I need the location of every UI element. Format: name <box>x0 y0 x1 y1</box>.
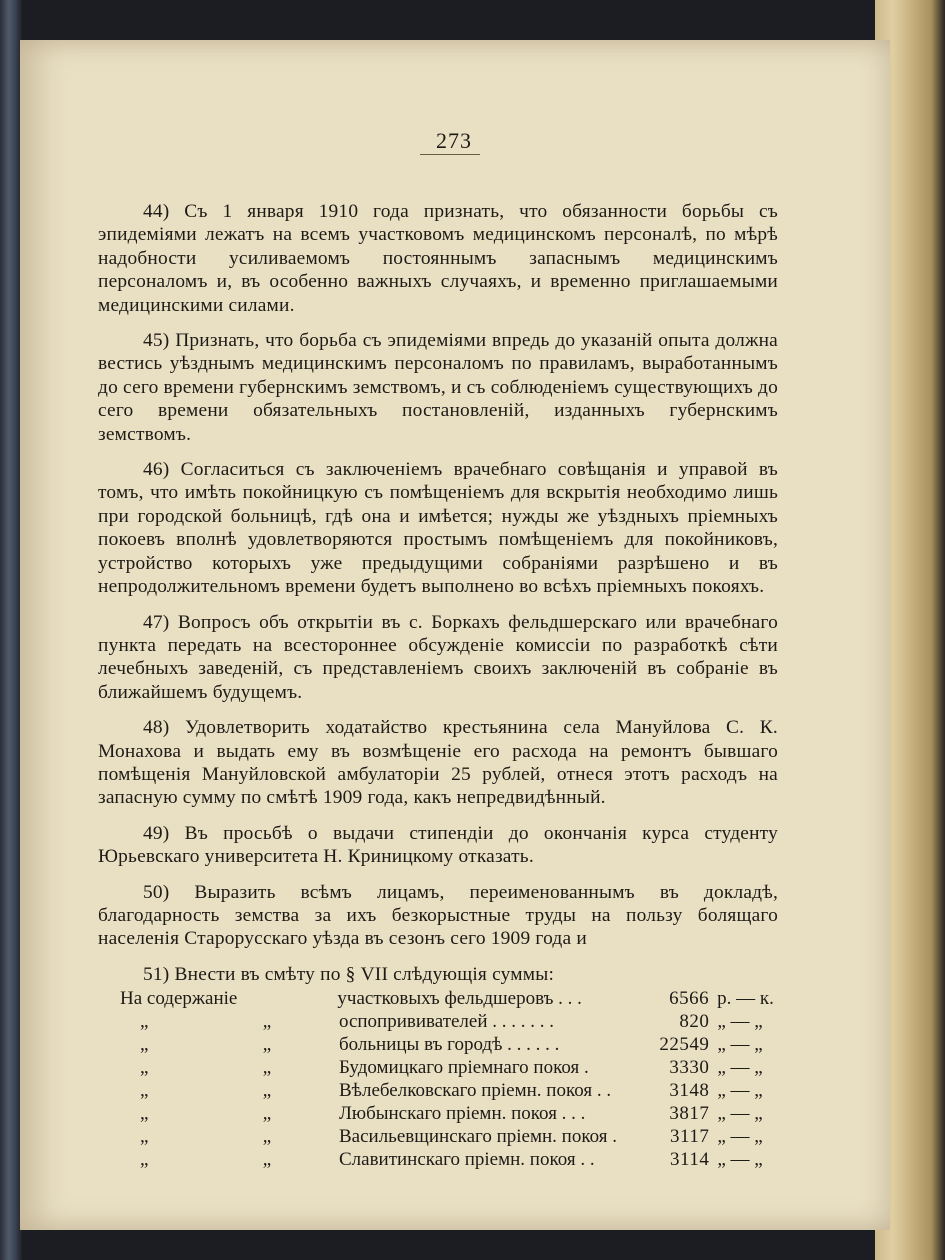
row-units: „ — „ <box>717 1011 763 1032</box>
row-label: На содержаніе <box>120 988 238 1009</box>
row-item: участковыхъ фельдшеровъ . . . <box>337 988 582 1009</box>
paragraph-44: 44) Съ 1 января 1910 года признать, что обязанности борьбы съ эпидеміями лежатъ на всемъ участковомъ медицинскомъ персоналѣ, по мѣрѣ надобности усиливаемомъ постояннымъ запаснымъ медицинскимъ персоналомъ и, въ особенно важныхъ случаяхъ, и временно приглашаемыми медицинскими силами. <box>98 201 778 316</box>
row-units: „ — „ <box>717 1126 763 1147</box>
table-row <box>120 1034 790 1057</box>
page-number-underline <box>420 154 480 155</box>
paragraph-49: 49) Въ просьбѣ о выдачи стипендіи до окончанія курса студенту Юрьевскаго университета Н. Криницкому отказать. <box>98 822 778 868</box>
row-units: „ — „ <box>717 1103 763 1124</box>
paragraph-50: 50) Выразить всѣмъ лицамъ, переименованнымъ въ докладѣ, благодарность земства за ихъ безкорыстные труды на пользу болящаго населенія Старорусскаго уѣзда въ сезонъ сего 1909 года и <box>98 881 778 950</box>
paragraph-45: 45) Признать, что борьба съ эпидеміями впредь до указаній опыта должна вестись уѣзднымъ медицинскимъ персоналомъ по правиламъ, выработаннымъ до сего времени губернскимъ земствомъ, и съ соблюденіемъ существующихъ до сего времени обязательныхъ постановленій, изданныхъ губернскимъ земствомъ. <box>98 330 778 445</box>
row-item: Будомицкаго пріемнаго покоя . <box>338 1057 589 1078</box>
row-amount: 820 <box>679 1011 710 1032</box>
row-amount: 22549 <box>659 1034 710 1055</box>
row-label: „ <box>140 1149 149 1170</box>
row-label: „ <box>140 1126 149 1147</box>
page-body <box>98 200 778 998</box>
row-ditto: „ <box>262 1126 272 1147</box>
table-row <box>120 1103 790 1126</box>
paragraph-47: 47) Вопросъ объ открытіи въ с. Боркахъ фельдшерскаго или врачебнаго пункта передать на всестороннее обсужденіе комиссіи по разработкѣ сѣти лечебныхъ заведеній, съ представленіемъ своихъ заключеній въ собраніе въ ближайшемъ будущемъ. <box>98 611 778 703</box>
row-units: р. — к. <box>717 988 774 1009</box>
row-units: „ — „ <box>717 1034 763 1055</box>
row-units: „ — „ <box>717 1149 763 1170</box>
row-label: „ <box>140 1103 149 1124</box>
row-ditto: „ <box>262 1080 272 1101</box>
table-row <box>120 1011 790 1034</box>
row-item: оспопрививателей . . . . . . . <box>338 1011 555 1032</box>
row-label: „ <box>140 1011 149 1032</box>
budget-table <box>120 988 790 1172</box>
row-amount: 6566 <box>669 988 710 1009</box>
row-item: Любынскаго пріемн. покоя . . . <box>338 1103 586 1124</box>
table-row <box>120 1080 790 1103</box>
row-ditto: „ <box>262 1149 272 1170</box>
row-units: „ — „ <box>717 1080 763 1101</box>
paragraph-51: 51) Внести въ смѣту по § VII слѣдующія суммы: <box>143 963 555 985</box>
row-item: больницы въ городѣ . . . . . . <box>338 1034 560 1055</box>
table-row <box>120 988 790 1011</box>
row-amount: 3114 <box>670 1149 710 1170</box>
row-ditto: „ <box>262 1103 272 1124</box>
table-row <box>120 1149 790 1172</box>
row-label: „ <box>140 1080 149 1101</box>
row-label: „ <box>140 1057 149 1078</box>
row-ditto: „ <box>262 1034 272 1055</box>
row-amount: 3148 <box>669 1080 710 1101</box>
paragraph-46: 46) Согласиться съ заключеніемъ врачебнаго совѣщанія и управой въ томъ, что имѣть покойницкую съ помѣщеніемъ для вскрытія необходимо лишь при городской больницѣ, гдѣ она и имѣется; нужды же уѣздныхъ пріемныхъ покоевъ вполнѣ удовлетворяются простымъ помѣщеніемъ для покойниковъ, устройство которыхъ уже предыдущими собраніями разрѣшено и въ непродолжительномъ времени будетъ выполнено во всѣхъ пріемныхъ покояхъ. <box>98 459 778 598</box>
row-item: Вѣлебелковскаго пріемн. покоя . . <box>338 1080 612 1101</box>
row-item: Васильевщинскаго пріемн. покоя . <box>338 1126 617 1147</box>
row-label: „ <box>140 1034 149 1055</box>
table-row <box>120 1126 790 1149</box>
table-row <box>120 1057 790 1080</box>
row-ditto: „ <box>262 1011 272 1032</box>
row-ditto: „ <box>262 1057 272 1078</box>
row-item: Славитинскаго пріемн. покоя . . <box>338 1149 595 1170</box>
row-amount: 3817 <box>669 1103 710 1124</box>
paragraph-48: 48) Удовлетворить ходатайство крестьянина села Мануйлова С. К. Монахова и выдать ему въ возмѣщеніе его расхода на ремонтъ бывшаго помѣщенія Мануйловской амбулаторіи 25 рублей, отнеся этотъ расходъ на запасную сумму по смѣтѣ 1909 года, какъ непредвидѣнный. <box>98 717 778 809</box>
page-number: 273 <box>436 128 472 153</box>
book-page <box>20 40 890 1230</box>
row-amount: 3117 <box>670 1126 710 1147</box>
row-units: „ — „ <box>717 1057 763 1078</box>
row-amount: 3330 <box>669 1057 710 1078</box>
book-spine <box>0 0 22 1260</box>
